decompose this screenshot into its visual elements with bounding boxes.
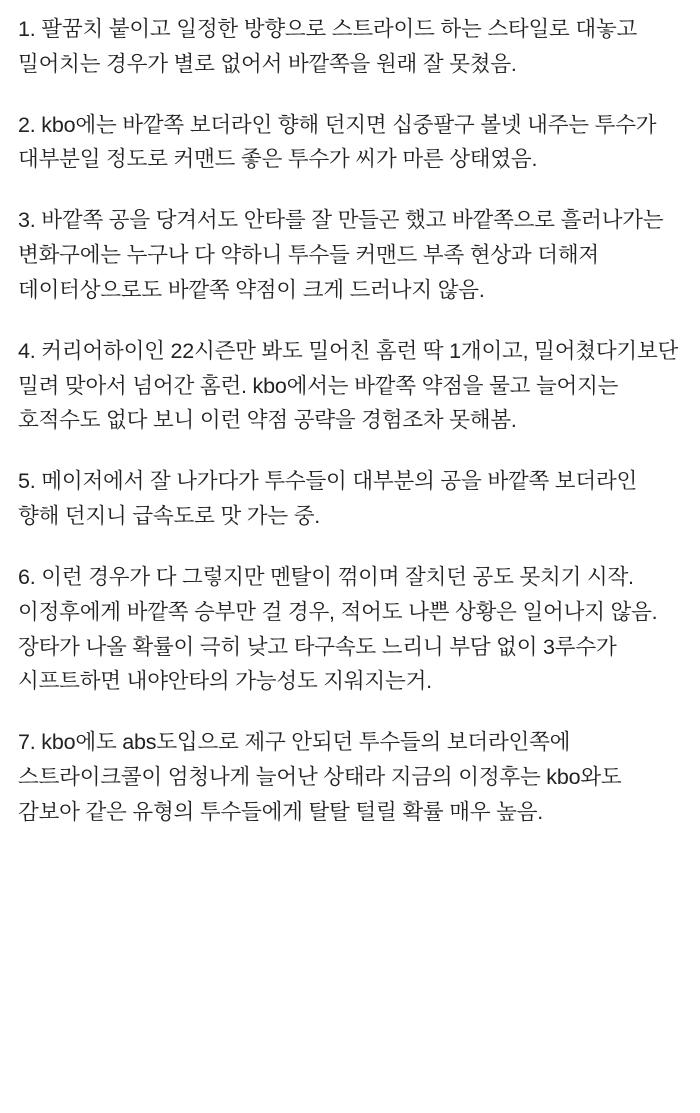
paragraph-4: 4. 커리어하이인 22시즌만 봐도 밀어친 홈런 딱 1개이고, 밀어쳤다기보단 밀려 맞아서 넘어간 홈런. kbo에서는 바깥쪽 약점을 물고 늘어지는 호적수도 없다 보니 이런 약점 공략을 경험조차 못해봄. (18, 338, 679, 433)
paragraph-7: 7. kbo에도 abs도입으로 제구 안되던 투수들의 보더라인쪽에 스트라이크콜이 엄청나게 늘어난 상태라 지금의 이정후는 kbo와도 감보아 같은 유형의 투수들에게 탈탈 털릴 확률 매우 높음. (18, 730, 622, 824)
paragraph-2: 2. kbo에는 바깥쪽 보더라인 향해 던지면 십중팔구 볼넷 내주는 투수가 대부분일 정도로 커맨드 좋은 투수가 씨가 마른 상태였음. (18, 112, 657, 172)
paragraph-5: 5. 메이저에서 잘 나가다가 투수들이 대부분의 공을 바깥쪽 보더라인 향해 던지니 급속도로 맛 가는 중. (18, 469, 638, 529)
paragraph-3: 3. 바깥쪽 공을 당겨서도 안타를 잘 만들곤 했고 바깥쪽으로 흘러나가는 변화구에는 누구나 다 약하니 투수들 커맨드 부족 현상과 더해져 데이터상으로도 바깥쪽 약점이 크게 드러나지 않음. (18, 208, 664, 302)
paragraph-6: 6. 이런 경우가 다 그렇지만 멘탈이 꺾이며 잘치던 공도 못치기 시작. 이정후에게 바깥쪽 승부만 걸 경우, 적어도 나쁜 상황은 일어나지 않음. 장타가 나올 확률이 극히 낮고 타구속도 느리니 부담 없이 3루수가 시프트하면 내야안타의 가능성도 지워지는거. (18, 564, 658, 694)
paragraph-1: 1. 팔꿈치 붙이고 일정한 방향으로 스트라이드 하는 스타일로 대놓고 밀어치는 경우가 별로 없어서 바깥쪽을 원래 잘 못쳤음. (18, 17, 638, 76)
